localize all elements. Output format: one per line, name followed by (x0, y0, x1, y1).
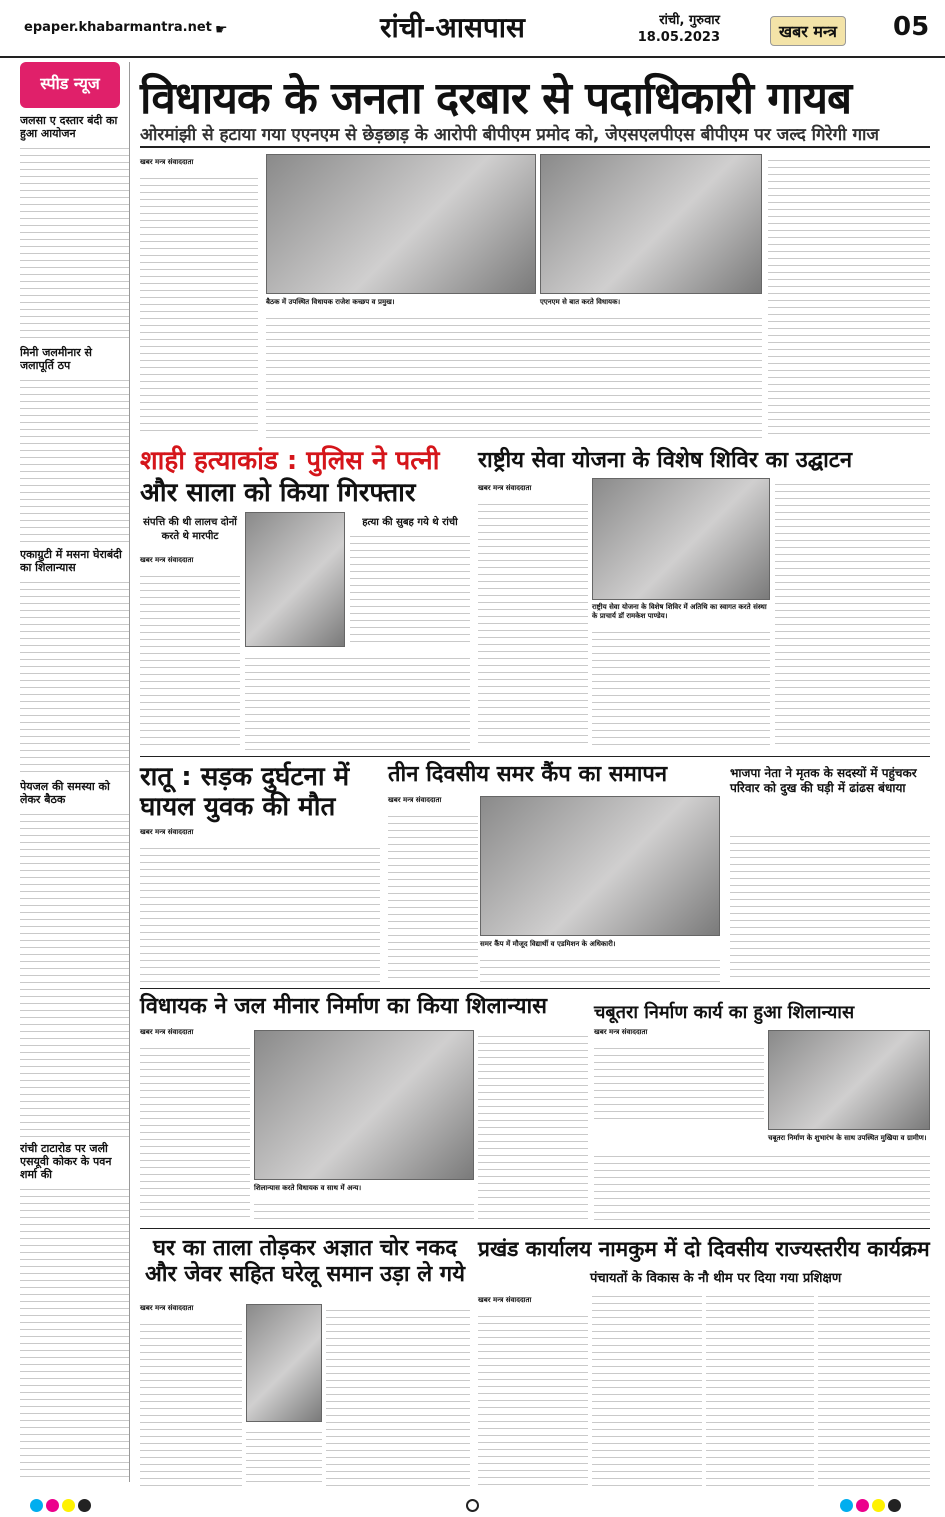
story-body (326, 1304, 470, 1488)
story-body (478, 498, 588, 748)
lead-body (266, 312, 762, 438)
byline: खबर मन्त्र संवाददाता (478, 1296, 532, 1304)
story-body (775, 478, 930, 748)
black-dot (888, 1499, 901, 1512)
story-body (478, 1310, 588, 1488)
story-headline[interactable]: शाही हत्याकांड : पुलिस ने पत्नी (140, 446, 440, 476)
story-headline[interactable]: और साला को किया गिरफ्तार (140, 478, 416, 508)
story-photo[interactable] (254, 1030, 474, 1180)
lead-body (140, 172, 258, 437)
divider (140, 1228, 930, 1229)
black-dot (78, 1499, 91, 1512)
brief-body (20, 1183, 129, 1482)
cyan-dot (30, 1499, 43, 1512)
byline: खबर मन्त्र संवाददाता (140, 158, 194, 166)
brief-body (20, 142, 129, 342)
page-number: 05 (893, 12, 930, 42)
byline: खबर मन्त्र संवाददाता (140, 1028, 194, 1036)
magenta-dot (46, 1499, 59, 1512)
story-body (592, 626, 770, 748)
story-headline[interactable]: राष्ट्रीय सेवा योजना के विशेष शिविर का उद्घाटन (478, 448, 853, 473)
story-photo[interactable] (768, 1030, 930, 1130)
story-photo[interactable] (592, 478, 770, 600)
lead-headline[interactable]: विधायक के जनता दरबार से पदाधिकारी गायब (140, 73, 852, 124)
speed-news-badge: स्पीड न्यूज (20, 62, 120, 108)
divider (140, 988, 930, 989)
site-url[interactable]: epaper.khabarmantra.net (24, 20, 212, 35)
story-body (246, 1426, 322, 1488)
byline: खबर मन्त्र संवाददाता (140, 556, 194, 564)
story-body (730, 830, 930, 982)
brand-logo: खबर मन्त्र (770, 16, 846, 46)
story-body (480, 954, 720, 982)
byline: खबर मन्त्र संवाददाता (478, 484, 532, 492)
dateline (632, 12, 720, 46)
brief-body (20, 576, 129, 776)
story-body (818, 1290, 930, 1488)
story-body (140, 1318, 242, 1488)
sidebar-body (350, 530, 470, 645)
magenta-dot (856, 1499, 869, 1512)
section-title: रांची-आसपास (380, 11, 525, 44)
brief-title: एकाग्रुटी में मसना घेराबंदी का शिलान्यास (20, 548, 122, 574)
photo-caption: एएनएम से बात करते विधायक। (540, 298, 621, 306)
story-headline[interactable]: भाजपा नेता ने मृतक के सदस्यों में पहुंचकर परिवार को दुख की घड़ी में ढांढस बंधाया (730, 766, 917, 795)
brief-title: रांची टाटारोड पर जली एसयूवी कोकर के पवन शर्मा की (20, 1142, 112, 1181)
divider (140, 756, 930, 757)
registration-marks (0, 1496, 945, 1517)
photo-caption: समर कैंप में मौजूद विद्यार्थी व एडमिशन के अधिकारी। (480, 940, 616, 948)
story-headline[interactable]: तीन दिवसीय समर कैंप का समापन (388, 762, 668, 787)
story-kicker: संपत्ति की थी लालच दोनों करते थे मारपीट (143, 517, 237, 542)
brief-title: पेयजल की समस्या को लेकर बैठक (20, 780, 110, 806)
photo-caption: चबूतरा निर्माण के शुभारंभ के साथ उपस्थित मुखिया व ग्रामीण। (768, 1134, 927, 1142)
divider (140, 146, 930, 148)
date: 18.05.2023 (637, 30, 720, 45)
story-body (245, 652, 470, 750)
brief-title: जलसा ए दस्तार बंदी का हुआ आयोजन (20, 114, 118, 140)
lead-photo[interactable] (266, 154, 536, 294)
lead-body (768, 154, 930, 438)
byline: खबर मन्त्र संवाददाता (594, 1028, 648, 1036)
story-headline[interactable]: घर का ताला तोड़कर अज्ञात चोर नकद और जेवर सहित घरेलू समान उड़ा ले गये (145, 1236, 465, 1287)
story-body (140, 570, 240, 750)
photo-caption: राष्ट्रीय सेवा योजना के विशेष शिविर में अतिथि का स्वागत करते संस्था के प्राचार्य डॉ रामकेश पाण्डेय। (592, 603, 767, 620)
cyan-dot (840, 1499, 853, 1512)
story-body (140, 842, 380, 982)
yellow-dot (62, 1499, 75, 1512)
story-photo[interactable] (246, 1304, 322, 1422)
story-body (592, 1290, 702, 1488)
story-subhead: पंचायतों के विकास के नौ थीम पर दिया गया प्रशिक्षण (590, 1271, 842, 1286)
story-photo[interactable] (245, 512, 345, 647)
byline: खबर मन्त्र संवाददाता (140, 1304, 194, 1312)
lead-photo[interactable] (540, 154, 762, 294)
photo-caption: शिलान्यास करते विधायक व साथ में अन्य। (254, 1184, 362, 1192)
story-photo[interactable] (480, 796, 720, 936)
photo-caption: बैठक में उपस्थित विधायक राजेश कच्छप व प्रमुख। (266, 298, 395, 306)
yellow-dot (872, 1499, 885, 1512)
story-headline[interactable]: प्रखंड कार्यालय नामकुम में दो दिवसीय राज्यस्तरीय कार्यक्रम (478, 1237, 930, 1261)
lead-subhead: ओरमांझी से हटाया गया एएनएम से छेड़छाड़ के आरोपी बीपीएम प्रमोद को, जेएसएलपीएस बीपीएम पर जल्द गिरेगी गाज (140, 125, 880, 145)
brief-body (20, 374, 129, 544)
story-body (706, 1290, 814, 1488)
city-day: रांची, गुरुवार (659, 13, 720, 28)
story-body (594, 1150, 930, 1222)
byline: खबर मन्त्र संवाददाता (140, 828, 194, 836)
sidebar-title: हत्या की सुबह गये थे रांची (362, 517, 458, 528)
story-body (594, 1042, 764, 1122)
story-body (140, 1042, 250, 1222)
story-body (478, 1030, 588, 1222)
speed-news-column (20, 62, 130, 1482)
story-body (388, 810, 478, 982)
crosshair-icon (466, 1499, 479, 1512)
story-headline[interactable]: विधायक ने जल मीनार निर्माण का किया शिलान्यास (140, 994, 548, 1019)
brief-title: मिनी जलमीनार से जलापूर्ति ठप (20, 346, 92, 372)
story-headline[interactable]: चबूतरा निर्माण कार्य का हुआ शिलान्यास (594, 1002, 855, 1023)
cursor-icon: ☛ (215, 22, 228, 38)
story-headline[interactable]: रातू : सड़क दुर्घटना में घायल युवक की मौत (140, 762, 350, 822)
brief-body (20, 808, 129, 1138)
byline: खबर मन्त्र संवाददाता (388, 796, 442, 804)
story-body (254, 1198, 474, 1222)
